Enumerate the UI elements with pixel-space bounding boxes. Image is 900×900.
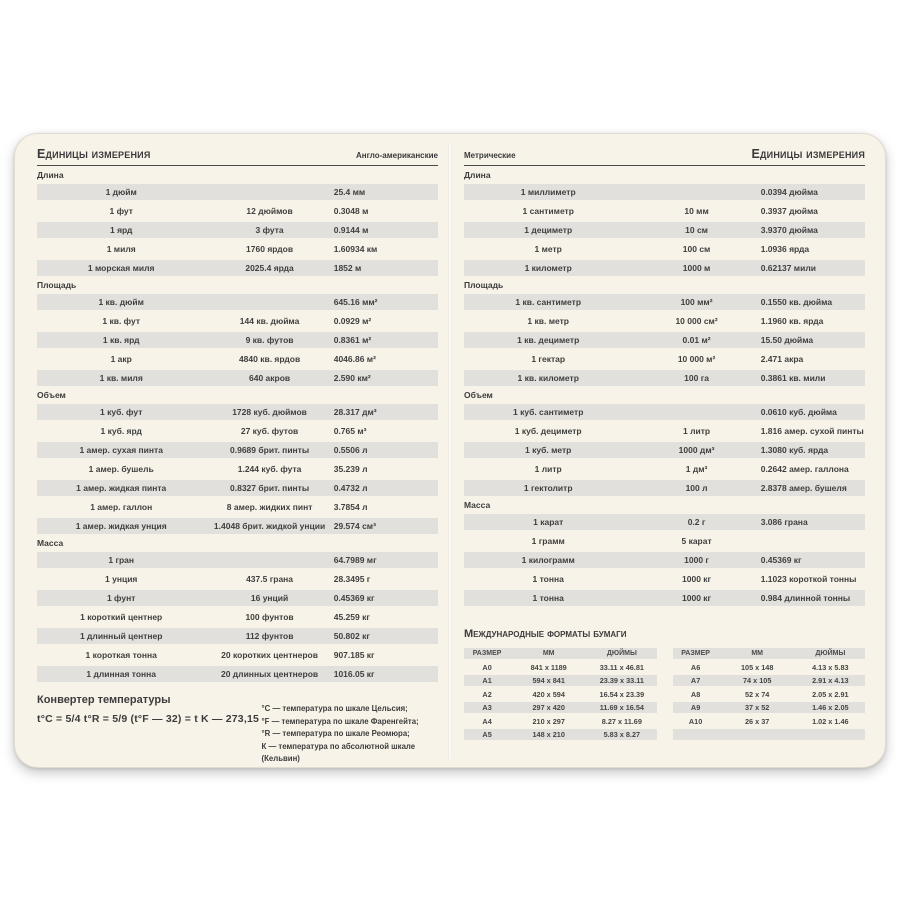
cell-value: 1.0936 ярда <box>760 244 810 254</box>
temperature-formula: t°C = 5/4 t°R = 5/9 (t°F — 32) = t K — 273,15 <box>37 713 260 725</box>
table-row <box>37 480 438 496</box>
table-row <box>37 461 438 477</box>
table-row <box>37 203 438 219</box>
table-row <box>37 609 438 625</box>
cell-mm: 74 x 105 <box>742 676 772 685</box>
cell-equivalent: 0.2 г <box>687 517 706 527</box>
cell-mm: 26 x 37 <box>745 716 770 726</box>
cell-equivalent: 100 см <box>682 244 711 254</box>
cell-size: A6 <box>690 662 701 672</box>
cell-equivalent: 100 мм² <box>680 297 713 307</box>
cell-unit: 1 куб. фут <box>100 407 143 417</box>
paper-row <box>464 689 657 700</box>
temperature-notes <box>262 694 438 766</box>
table-row <box>464 294 865 310</box>
system-label: Англо-американские <box>356 151 438 160</box>
table-row <box>464 480 865 496</box>
table-row <box>37 628 438 644</box>
cell-inches: 33.11 x 46.81 <box>599 662 644 672</box>
cell-equivalent: 112 фунтов <box>245 631 294 641</box>
cell-value: 2.471 акра <box>760 354 804 364</box>
paper-table-a6-a10 <box>673 648 866 743</box>
cell-unit: 1 килограмм <box>521 555 575 565</box>
paper-table-header <box>464 648 657 659</box>
paper-row <box>464 702 657 713</box>
cell-value: 0.0929 м² <box>333 316 372 326</box>
cell-equivalent: 1000 кг <box>682 574 712 584</box>
section-length <box>464 170 865 276</box>
cell-equivalent: 10 см <box>685 225 708 235</box>
section-label: Длина <box>464 170 491 180</box>
paper-row <box>673 702 866 713</box>
paper-row <box>673 675 866 686</box>
cell-value: 1.60934 км <box>333 244 378 254</box>
table-row <box>464 423 865 439</box>
cell-size: A8 <box>690 689 701 699</box>
table-row <box>37 423 438 439</box>
cell-value: 0.3048 м <box>333 206 369 216</box>
paper-row <box>464 716 657 727</box>
temperature-converter-title: Конвертер температуры <box>37 694 171 706</box>
section-label: Объем <box>37 390 66 400</box>
paper-row <box>673 716 866 727</box>
table-row <box>37 590 438 606</box>
paper-formats-title: Международные форматы бумаги <box>464 628 627 640</box>
table-row <box>37 647 438 663</box>
cell-unit: 1 гектолитр <box>523 483 573 493</box>
table-row <box>37 370 438 386</box>
cell-equivalent: 1760 ярдов <box>246 244 294 254</box>
cell-unit: 1 метр <box>534 244 562 254</box>
table-row <box>37 571 438 587</box>
cell-value: 1.1960 кв. ярда <box>760 316 824 326</box>
page-title: Единицы измерения <box>751 147 865 161</box>
cell-equivalent: 640 акров <box>248 373 291 383</box>
cell-value: 64.7989 мг <box>333 555 377 565</box>
temperature-converter <box>37 694 438 766</box>
cell-equivalent: 0.9689 брит. пинты <box>230 445 310 455</box>
cell-value: 45.259 кг <box>333 612 370 622</box>
cell-value: 0.9144 м <box>333 225 369 235</box>
cell-unit: 1 ярд <box>109 225 133 235</box>
cell-value: 28.317 дм³ <box>333 407 377 417</box>
cell-mm: 105 x 148 <box>740 662 774 672</box>
cell-unit: 1 кв. сантиметр <box>515 297 582 307</box>
cell-value: 0.2642 амер. галлона <box>760 464 849 474</box>
cell-size: A1 <box>482 676 492 685</box>
cell-size: A0 <box>482 662 492 672</box>
cell-mm: 297 x 420 <box>532 703 565 712</box>
paper-row <box>673 689 866 700</box>
cell-equivalent: 1000 кг <box>682 593 712 603</box>
cell-unit: 1 гран <box>108 555 135 565</box>
page-title: Единицы измерения <box>37 147 151 161</box>
cell-unit: 1 дюйм <box>105 187 137 197</box>
temperature-note: °F — температура по шкале Фаренгейта; <box>261 716 419 726</box>
section-area <box>37 280 438 386</box>
table-row <box>464 241 865 257</box>
table-row <box>37 442 438 458</box>
cell-inches: 16.54 x 23.39 <box>599 689 645 699</box>
table-row <box>464 590 865 606</box>
cell-equivalent: 10 мм <box>684 206 709 216</box>
paper-table-header <box>673 648 866 659</box>
cell-unit: 1 длинный центнер <box>79 631 163 641</box>
section-label: Масса <box>464 500 491 510</box>
cell-value: 4046.86 м² <box>333 354 376 364</box>
cell-value: 0.3861 кв. мили <box>760 373 826 383</box>
cell-value: 0.4732 л <box>333 483 368 493</box>
cell-equivalent: 144 кв. дюйма <box>239 316 300 326</box>
cell-equivalent: 4840 кв. ярдов <box>238 354 301 364</box>
temperature-note: °C — температура по шкале Цельсия; <box>261 704 408 713</box>
col-mm: ММ <box>542 650 555 657</box>
paper-row-empty <box>673 729 866 740</box>
table-row <box>464 203 865 219</box>
cell-value: 3.086 грана <box>760 517 808 527</box>
table-row <box>464 552 865 568</box>
cell-value: 0.62137 мили <box>760 263 816 273</box>
cell-size: A3 <box>482 703 492 712</box>
cell-equivalent: 20 длинных центнеров <box>220 669 319 679</box>
cell-mm: 37 x 52 <box>745 703 770 712</box>
cell-unit: 1 короткий центнер <box>80 612 163 622</box>
cell-unit: 1 грамм <box>531 536 565 546</box>
table-row <box>37 294 438 310</box>
cell-inches: 8.27 x 11.69 <box>601 716 642 726</box>
cell-value: 2.590 км² <box>333 373 371 383</box>
cell-unit: 1 куб. ярд <box>100 426 142 436</box>
paper-row <box>464 662 657 673</box>
section-area <box>464 280 865 386</box>
cell-equivalent: 27 куб. футов <box>240 426 299 436</box>
table-row <box>464 260 865 276</box>
cell-equivalent: 100 фунтов <box>245 612 294 622</box>
table-row <box>464 222 865 238</box>
cell-value: 3.9370 дюйма <box>760 225 818 235</box>
cell-size: A10 <box>688 716 703 726</box>
section-label: Площадь <box>464 280 504 290</box>
cell-equivalent: 1 дм³ <box>685 464 708 474</box>
cell-unit: 1 фут <box>109 206 133 216</box>
cell-value: 28.3495 г <box>333 574 371 584</box>
cell-equivalent: 2025.4 ярда <box>245 263 294 273</box>
cell-equivalent: 1728 куб. дюймов <box>232 407 307 417</box>
cell-unit: 1 амер. бушель <box>88 464 154 474</box>
cell-unit: 1 куб. метр <box>525 445 572 455</box>
cell-unit: 1 дециметр <box>524 225 573 235</box>
table-row <box>37 518 438 534</box>
cell-equivalent: 0.8327 брит. пинты <box>230 483 310 493</box>
cell-equivalent: 100 га <box>684 373 709 383</box>
cell-unit: 1 кв. дюйм <box>98 297 144 307</box>
cell-value: 1.816 амер. сухой пинты <box>760 426 864 436</box>
table-row <box>464 533 865 549</box>
col-size: РАЗМЕР <box>472 650 502 657</box>
cell-unit: 1 карат <box>533 517 564 527</box>
cell-inches: 1.46 x 2.05 <box>812 703 849 712</box>
table-row <box>37 184 438 200</box>
table-row <box>464 351 865 367</box>
cell-equivalent: 16 унций <box>250 593 289 603</box>
cell-equivalent: 9 кв. футов <box>245 335 294 345</box>
section-mass <box>37 538 438 682</box>
table-row <box>37 404 438 420</box>
cell-unit: 1 сантиметр <box>522 206 574 216</box>
cell-mm: 420 x 594 <box>532 689 565 699</box>
cell-value: 1852 м <box>333 263 362 273</box>
cell-equivalent: 0.01 м² <box>682 335 711 345</box>
table-row <box>464 461 865 477</box>
cell-value: 1.3080 куб. ярда <box>760 445 829 455</box>
cell-inches: 2.91 x 4.13 <box>812 676 849 685</box>
table-row <box>464 332 865 348</box>
cell-value: 2.8378 амер. бушеля <box>760 483 847 493</box>
table-row <box>464 184 865 200</box>
temperature-note: К — температура по абсолютной шкале (Кельвин) <box>261 741 416 763</box>
table-row <box>464 404 865 420</box>
cell-unit: 1 морская миля <box>87 263 155 273</box>
section-label: Длина <box>37 170 64 180</box>
right-page <box>452 134 885 767</box>
paper-table-a0-a5 <box>464 648 657 743</box>
cell-value: 0.765 м³ <box>333 426 367 436</box>
cell-value: 645.16 мм² <box>333 297 378 307</box>
cell-unit: 1 тонна <box>532 593 564 603</box>
cell-inches: 5.83 x 8.27 <box>603 730 641 739</box>
cell-inches: 4.13 x 5.83 <box>812 662 849 672</box>
cell-mm: 52 x 74 <box>745 689 770 699</box>
cell-size: A9 <box>690 703 701 712</box>
cell-value: 1016.05 кг <box>333 669 375 679</box>
cell-unit: 1 фунт <box>106 593 136 603</box>
left-page-header <box>37 147 438 166</box>
section-label: Объем <box>464 390 493 400</box>
cell-value: 1.1023 короткой тонны <box>760 574 857 584</box>
cell-unit: 1 куб. дециметр <box>514 426 582 436</box>
cell-size: A4 <box>482 716 492 726</box>
cell-equivalent: 1.4048 брит. жидкой унции <box>213 521 326 531</box>
cell-unit: 1 амер. жидкая унция <box>75 521 167 531</box>
cell-value: 907.185 кг <box>333 650 375 660</box>
cell-mm: 841 x 1189 <box>530 662 567 672</box>
cell-unit: 1 тонна <box>532 574 564 584</box>
cell-mm: 594 x 841 <box>532 676 565 685</box>
cell-unit: 1 кв. ярд <box>102 335 140 345</box>
cell-equivalent: 12 дюймов <box>246 206 293 216</box>
cell-value: 0.0610 куб. дюйма <box>760 407 837 417</box>
cell-unit: 1 короткая тонна <box>85 650 157 660</box>
system-label: Метрические <box>464 151 516 160</box>
cell-value: 0.45369 кг <box>333 593 375 603</box>
cell-inches: 2.05 x 2.91 <box>812 689 849 699</box>
paper-row <box>673 662 866 673</box>
table-row <box>37 499 438 515</box>
cell-mm: 210 x 297 <box>532 716 565 726</box>
cell-value: 15.50 дюйма <box>760 335 814 345</box>
cell-value: 0.45369 кг <box>760 555 802 565</box>
table-row <box>37 260 438 276</box>
cell-value: 25.4 мм <box>333 187 366 197</box>
cell-unit: 1 кв. километр <box>517 373 579 383</box>
cell-inches: 1.02 x 1.46 <box>812 716 849 726</box>
paper-row <box>464 675 657 686</box>
cell-unit: 1 кв. миля <box>99 373 143 383</box>
cell-unit: 1 литр <box>534 464 562 474</box>
table-row <box>464 514 865 530</box>
cell-value: 3.7854 л <box>333 502 368 512</box>
cell-equivalent: 100 л <box>685 483 708 493</box>
cell-unit: 1 гектар <box>531 354 566 364</box>
cell-equivalent: 1000 г <box>684 555 709 565</box>
table-row <box>37 552 438 568</box>
cell-unit: 1 амер. жидкая пинта <box>76 483 167 493</box>
cell-equivalent: 10 000 м² <box>677 354 716 364</box>
cell-unit: 1 акр <box>110 354 132 364</box>
temperature-note: °R — температура по шкале Реомюра; <box>261 729 410 738</box>
cell-equivalent: 1 литр <box>683 426 711 436</box>
table-row <box>37 241 438 257</box>
cell-equivalent: 5 карат <box>681 536 712 546</box>
cell-inches: 23.39 x 33.11 <box>599 676 644 685</box>
cell-size: A2 <box>482 689 492 699</box>
temperature-converter-main <box>37 694 262 766</box>
table-row <box>37 332 438 348</box>
cell-equivalent: 20 коротких центнеров <box>221 650 318 660</box>
cell-equivalent: 1000 дм³ <box>678 445 715 455</box>
cell-unit: 1 миллиметр <box>520 187 576 197</box>
cell-value: 0.3937 дюйма <box>760 206 818 216</box>
table-row <box>37 351 438 367</box>
col-inches: ДЮЙМЫ <box>606 650 637 657</box>
cell-value: 50.802 кг <box>333 631 370 641</box>
cell-size: A5 <box>482 730 492 739</box>
col-inches: ДЮЙМЫ <box>815 650 846 657</box>
cell-value: 0.984 длинной тонны <box>760 593 851 603</box>
cell-unit: 1 куб. сантиметр <box>513 407 584 417</box>
section-volume <box>464 390 865 496</box>
cell-inches: 11.69 x 16.54 <box>599 703 644 712</box>
table-row <box>37 222 438 238</box>
cell-value: 0.5506 л <box>333 445 368 455</box>
cell-unit: 1 кв. метр <box>527 316 569 326</box>
table-row <box>464 370 865 386</box>
cell-equivalent: 3 фута <box>255 225 284 235</box>
cell-unit: 1 километр <box>524 263 572 273</box>
section-label: Масса <box>37 538 64 548</box>
planner-spread <box>14 133 886 768</box>
table-row <box>37 666 438 682</box>
table-row <box>464 313 865 329</box>
cell-unit: 1 миля <box>106 244 136 254</box>
table-row <box>464 442 865 458</box>
section-length <box>37 170 438 276</box>
left-page <box>15 134 452 767</box>
cell-unit: 1 амер. сухая пинта <box>79 445 163 455</box>
paper-formats-section <box>464 628 865 743</box>
paper-row <box>464 729 657 740</box>
cell-value: 0.1550 кв. дюйма <box>760 297 833 307</box>
table-row <box>37 313 438 329</box>
cell-unit: 1 унция <box>105 574 138 584</box>
cell-equivalent: 8 амер. жидких пинт <box>226 502 313 512</box>
section-mass <box>464 500 865 606</box>
cell-equivalent: 1000 м <box>682 263 711 273</box>
right-page-header <box>464 147 865 166</box>
section-label: Площадь <box>37 280 77 290</box>
cell-unit: 1 кв. дециметр <box>517 335 580 345</box>
cell-unit: 1 длинная тонна <box>86 669 157 679</box>
table-row <box>464 571 865 587</box>
cell-unit: 1 амер. галлон <box>90 502 153 512</box>
cell-value: 0.8361 м² <box>333 335 372 345</box>
cell-value: 29.574 см³ <box>333 521 376 531</box>
cell-value: 35.239 л <box>333 464 368 474</box>
col-mm: ММ <box>751 650 764 657</box>
cell-unit: 1 кв. фут <box>102 316 141 326</box>
section-volume <box>37 390 438 534</box>
cell-equivalent: 10 000 см² <box>675 316 718 326</box>
cell-mm: 148 x 210 <box>532 730 565 739</box>
cell-equivalent: 437.5 грана <box>246 574 294 584</box>
cell-value: 0.0394 дюйма <box>760 187 818 197</box>
col-size: РАЗМЕР <box>681 650 710 657</box>
cell-size: A7 <box>690 676 701 685</box>
cell-equivalent: 1.244 куб. фута <box>237 464 302 474</box>
